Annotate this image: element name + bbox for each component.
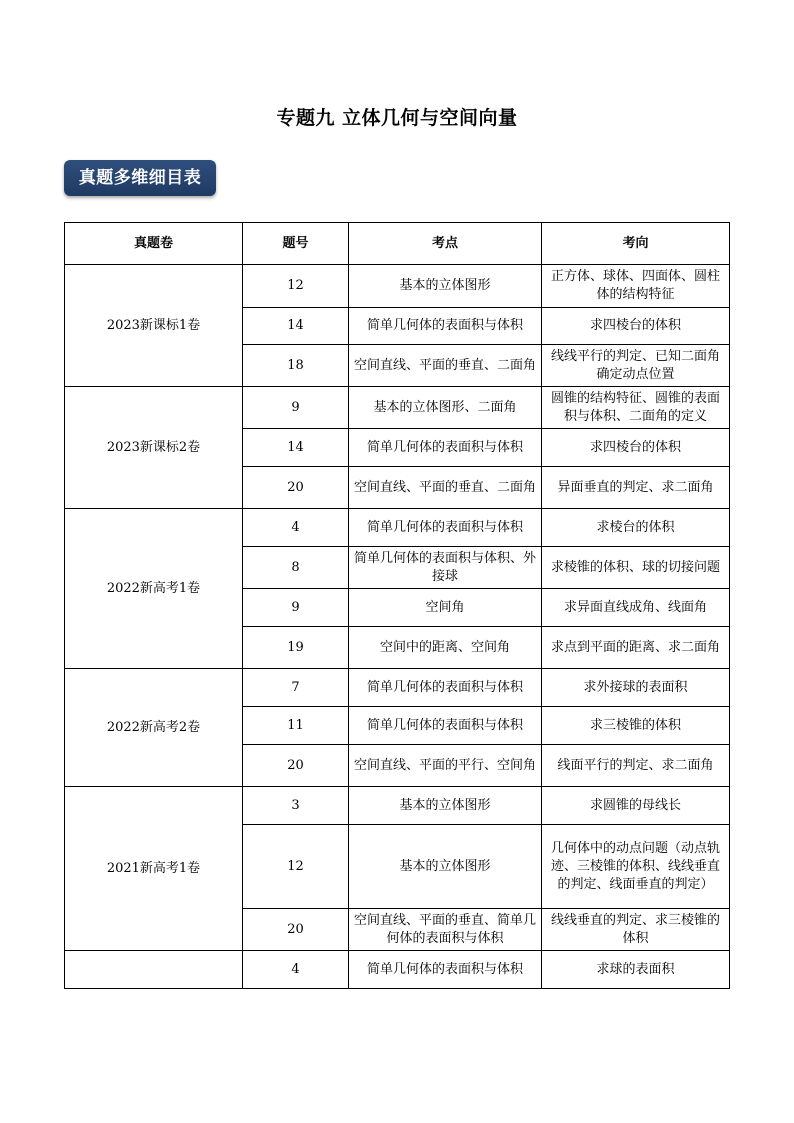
question-number-cell: 18	[243, 345, 349, 387]
exam-detail-table	[64, 222, 730, 989]
question-number-cell: 14	[243, 308, 349, 345]
exam-point-cell: 基本的立体图形	[349, 825, 542, 909]
paper-cell: 2021新高考1卷	[65, 787, 243, 951]
direction-cell: 求点到平面的距离、求二面角	[542, 627, 730, 669]
paper-cell: 2023新课标1卷	[65, 265, 243, 387]
exam-point-cell: 基本的立体图形、二面角	[349, 387, 542, 429]
direction-cell: 求三棱锥的体积	[542, 707, 730, 745]
exam-point-cell: 简单几何体的表面积与体积	[349, 669, 542, 707]
direction-cell: 圆锥的结构特征、圆锥的表面积与体积、二面角的定义	[542, 387, 730, 429]
question-number-cell: 3	[243, 787, 349, 825]
table-row	[65, 265, 730, 308]
direction-cell: 求外接球的表面积	[542, 669, 730, 707]
direction-cell: 线线平行的判定、已知二面角确定动点位置	[542, 345, 730, 387]
direction-cell: 几何体中的动点问题（动点轨迹、三棱锥的体积、线线垂直的判定、线面垂直的判定）	[542, 825, 730, 909]
question-number-cell: 20	[243, 909, 349, 951]
direction-cell: 正方体、球体、四面体、圆柱体的结构特征	[542, 265, 730, 308]
exam-point-cell: 空间直线、平面的平行、空间角	[349, 745, 542, 787]
paper-cell: 2022新高考1卷	[65, 509, 243, 669]
table-row	[65, 787, 730, 825]
table-row	[65, 669, 730, 707]
header-direction: 考向	[542, 223, 730, 265]
exam-point-cell: 空间直线、平面的垂直、二面角	[349, 345, 542, 387]
direction-cell: 线线垂直的判定、求三棱锥的体积	[542, 909, 730, 951]
exam-point-cell: 空间角	[349, 589, 542, 627]
question-number-cell: 12	[243, 825, 349, 909]
header-exam-point: 考点	[349, 223, 542, 265]
question-number-cell: 9	[243, 387, 349, 429]
exam-point-cell: 空间直线、平面的垂直、二面角	[349, 467, 542, 509]
direction-cell: 求四棱台的体积	[542, 429, 730, 467]
direction-cell: 求圆锥的母线长	[542, 787, 730, 825]
question-number-cell: 8	[243, 547, 349, 589]
exam-point-cell: 简单几何体的表面积与体积、外接球	[349, 547, 542, 589]
question-number-cell: 7	[243, 669, 349, 707]
direction-cell: 求棱锥的体积、球的切接问题	[542, 547, 730, 589]
exam-point-cell: 基本的立体图形	[349, 787, 542, 825]
question-number-cell: 4	[243, 509, 349, 547]
question-number-cell: 12	[243, 265, 349, 308]
page-title: 专题九 立体几何与空间向量	[276, 107, 518, 129]
question-number-cell: 20	[243, 467, 349, 509]
direction-cell: 异面垂直的判定、求二面角	[542, 467, 730, 509]
question-number-cell: 14	[243, 429, 349, 467]
exam-point-cell: 简单几何体的表面积与体积	[349, 509, 542, 547]
direction-cell: 求球的表面积	[542, 951, 730, 989]
question-number-cell: 20	[243, 745, 349, 787]
exam-point-cell: 简单几何体的表面积与体积	[349, 707, 542, 745]
direction-cell: 求异面直线成角、线面角	[542, 589, 730, 627]
question-number-cell: 9	[243, 589, 349, 627]
paper-cell: 2023新课标2卷	[65, 387, 243, 509]
table-row	[65, 951, 730, 989]
table-header-row	[65, 223, 730, 265]
question-number-cell: 4	[243, 951, 349, 989]
exam-point-cell: 空间直线、平面的垂直、简单几何体的表面积与体积	[349, 909, 542, 951]
paper-cell: 2022新高考2卷	[65, 669, 243, 787]
exam-point-cell: 空间中的距离、空间角	[349, 627, 542, 669]
paper-cell	[65, 951, 243, 989]
question-number-cell: 19	[243, 627, 349, 669]
exam-point-cell: 简单几何体的表面积与体积	[349, 951, 542, 989]
header-question-number: 题号	[243, 223, 349, 265]
table-row	[65, 509, 730, 547]
direction-cell: 线面平行的判定、求二面角	[542, 745, 730, 787]
exam-point-cell: 简单几何体的表面积与体积	[349, 429, 542, 467]
exam-point-cell: 简单几何体的表面积与体积	[349, 308, 542, 345]
exam-point-cell: 基本的立体图形	[349, 265, 542, 308]
question-number-cell: 11	[243, 707, 349, 745]
table-row	[65, 387, 730, 429]
section-badge: 真题多维细目表	[64, 160, 216, 196]
header-paper: 真题卷	[65, 223, 243, 265]
direction-cell: 求棱台的体积	[542, 509, 730, 547]
direction-cell: 求四棱台的体积	[542, 308, 730, 345]
